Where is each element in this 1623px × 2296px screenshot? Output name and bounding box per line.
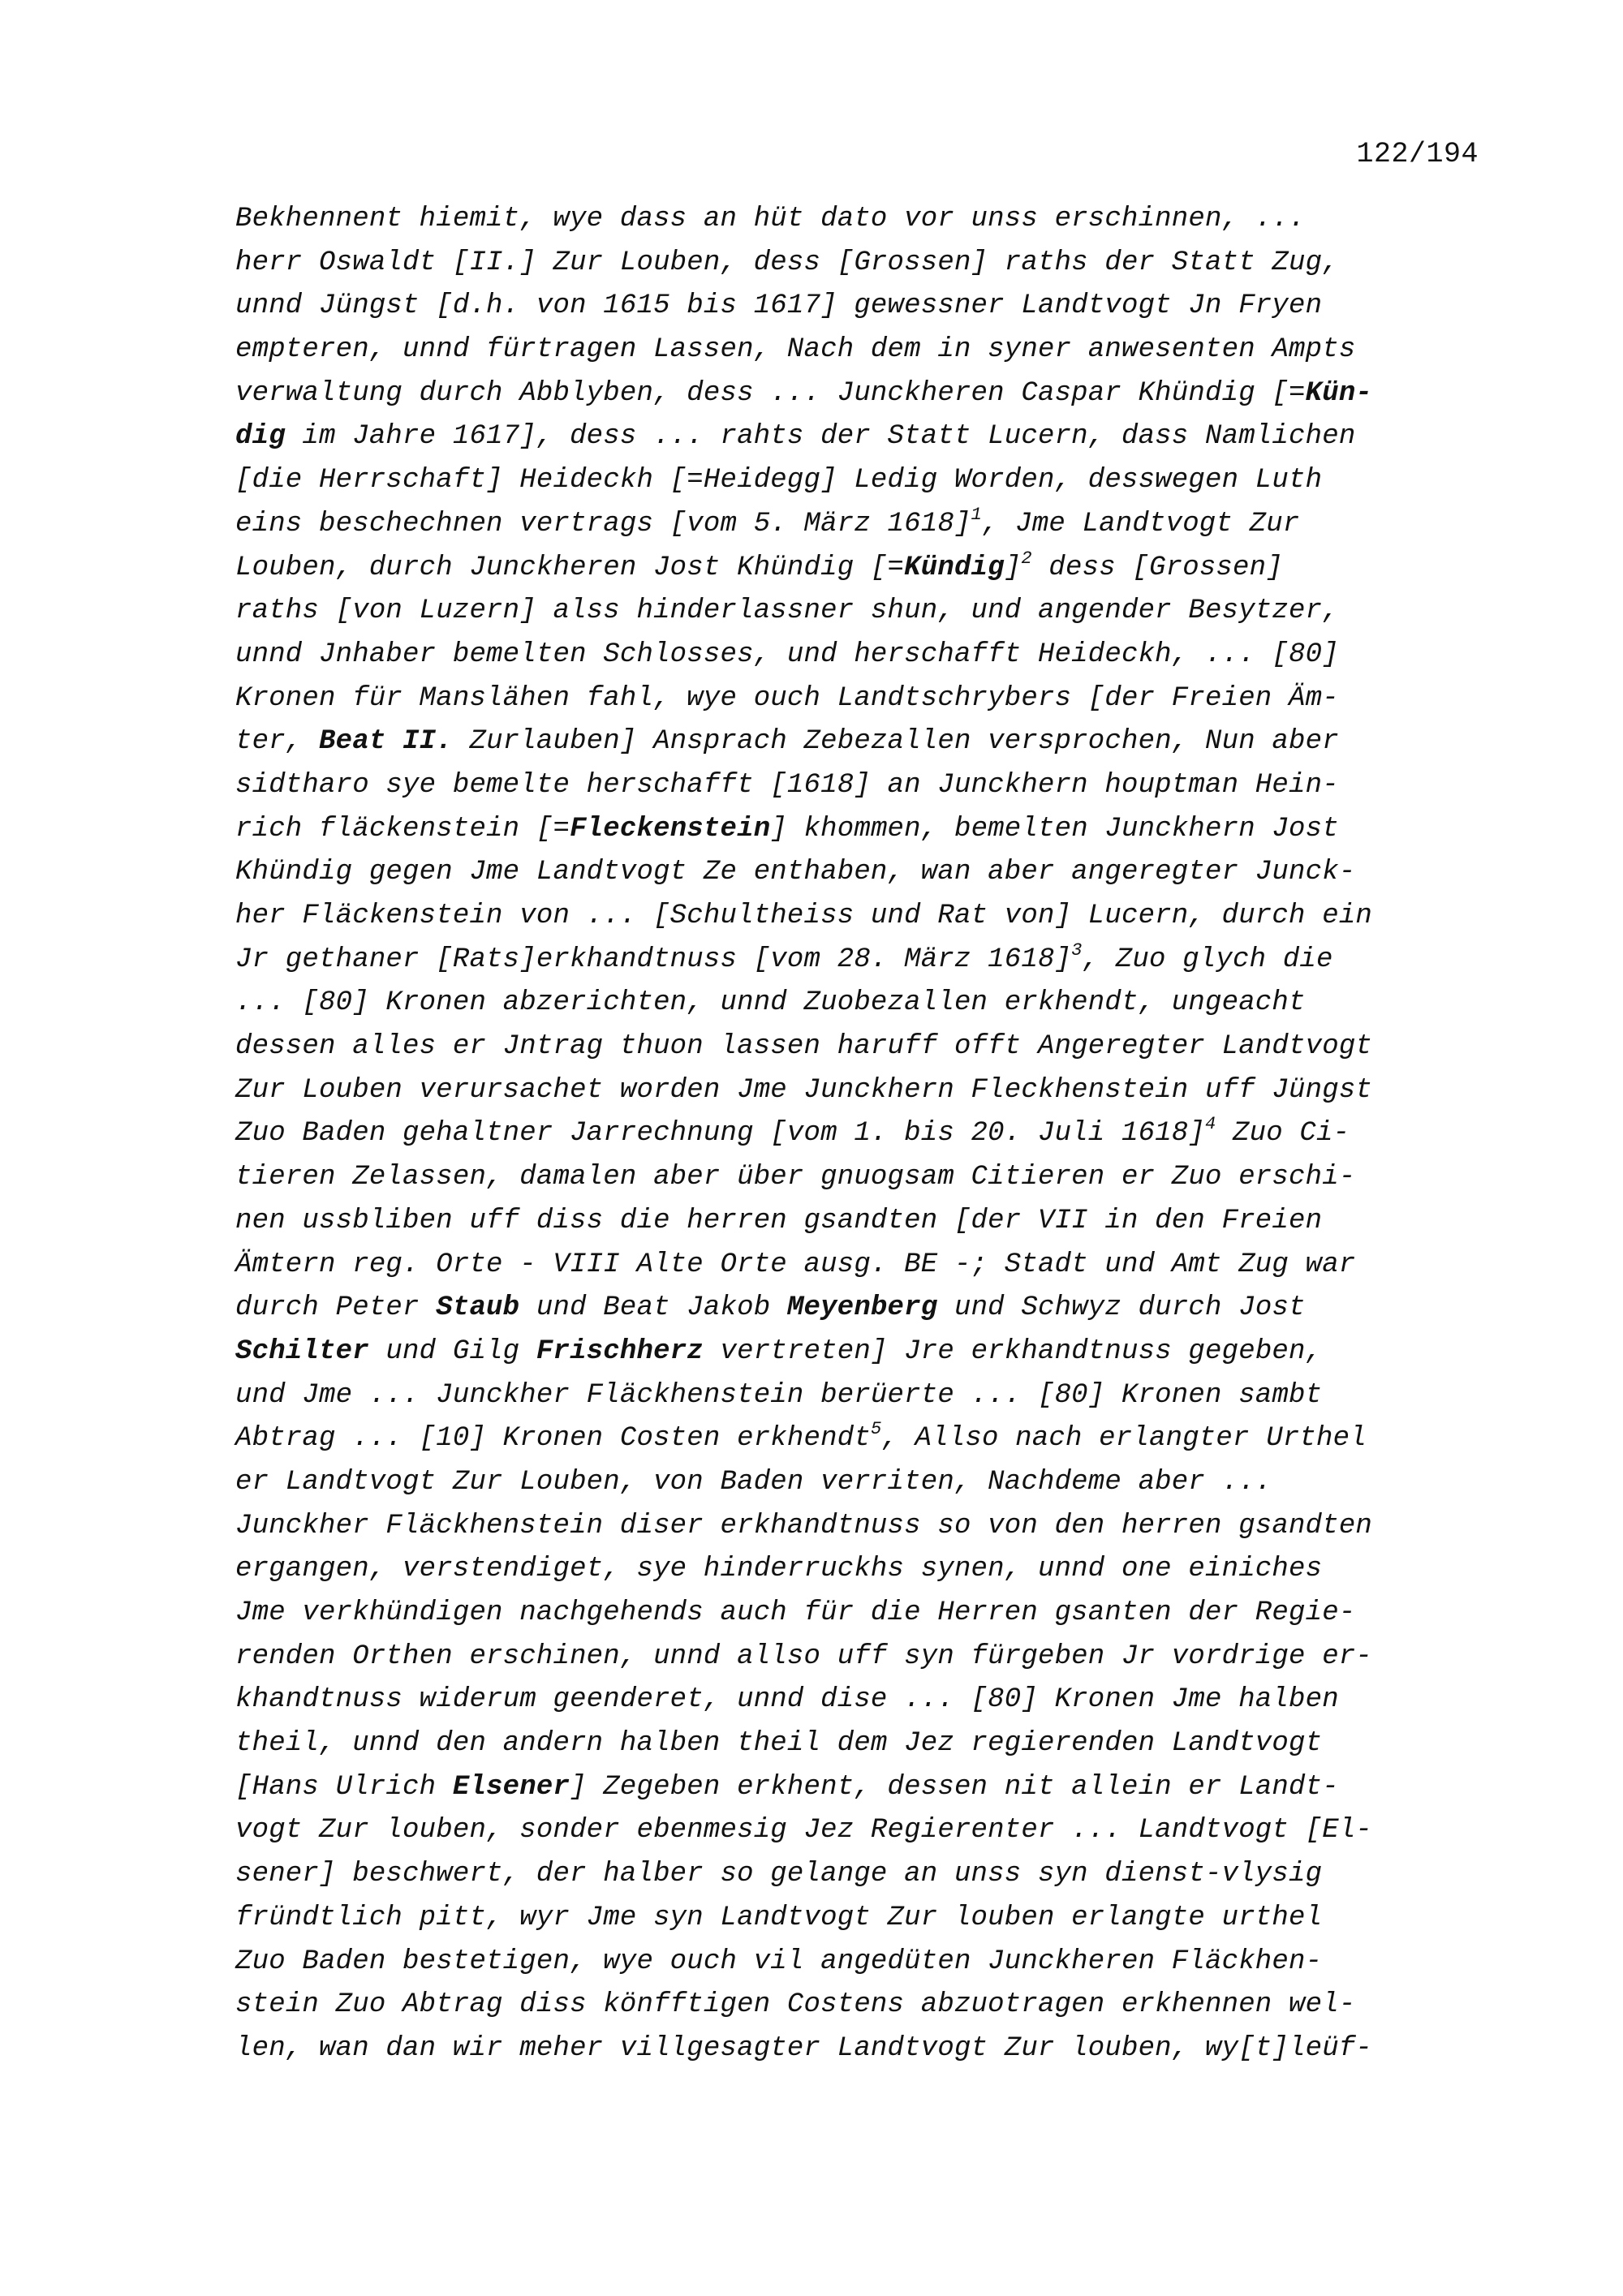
text-segment: , Jme Landtvogt Zur bbox=[981, 508, 1300, 540]
text-segment: Jr gethaner [Rats]erkhandtnuss [vom 28. März 1618] bbox=[235, 944, 1072, 975]
text-line bbox=[235, 1679, 1485, 1722]
text-line bbox=[235, 1984, 1485, 2027]
bold-name: Schilter bbox=[235, 1335, 369, 1367]
text-segment: Zuo Baden gehaltner Jarrechnung [vom 1. bis 20. Juli 1618] bbox=[235, 1118, 1205, 1150]
text-line bbox=[235, 1417, 1485, 1461]
text-segment: Junckher Fläckhenstein diser erkhandtnuss so von den herren gsandten bbox=[235, 1510, 1373, 1541]
text-segment: [Hans Ulrich bbox=[235, 1771, 453, 1803]
text-segment: Ämtern reg. Orte - VIII Alte Orte ausg. BE -; Stadt und Amt Zug war bbox=[235, 1249, 1356, 1280]
text-line bbox=[235, 590, 1485, 634]
text-segment: Zur Louben verursachet worden Jme Junckhern Fleckhenstein uff Jüngst bbox=[235, 1074, 1373, 1106]
text-segment: ter, bbox=[235, 726, 320, 758]
text-line bbox=[235, 1025, 1485, 1069]
text-segment: nen ussbliben uff diss die herren gsandten [der VII in den Freien bbox=[235, 1205, 1323, 1236]
text-segment: er Landtvogt Zur Louben, von Baden verriten, Nachdeme aber ... bbox=[235, 1466, 1272, 1498]
text-segment: [die Herrschaft] Heideckh [=Heidegg] Ledig Worden, desswegen Luth bbox=[235, 465, 1323, 497]
text-segment: ergangen, verstendiget, sye hinderruckhs synen, unnd one einiches bbox=[235, 1554, 1323, 1585]
text-segment: unnd Jüngst [d.h. von 1615 bis 1617] gewessner Landtvogt Jn Fryen bbox=[235, 290, 1323, 322]
text-line bbox=[235, 720, 1485, 764]
text-segment: , Allso nach erlangter Urthel bbox=[881, 1423, 1367, 1455]
text-line bbox=[235, 1548, 1485, 1592]
text-line bbox=[235, 982, 1485, 1025]
text-line bbox=[235, 1592, 1485, 1636]
text-line bbox=[235, 372, 1485, 416]
text-segment: vertreten] Jre erkhandtnuss gegeben, bbox=[703, 1335, 1323, 1367]
text-line bbox=[235, 1069, 1485, 1113]
text-line bbox=[235, 2027, 1485, 2071]
text-line bbox=[235, 895, 1485, 939]
text-segment: verwaltung durch Abblyben, dess ... Junckheren Caspar Khündig [= bbox=[235, 377, 1306, 409]
text-line bbox=[235, 1766, 1485, 1810]
text-line bbox=[235, 1853, 1485, 1897]
text-segment: ] bbox=[1004, 552, 1022, 583]
text-segment: Zurlauben] Ansprach Zebezallen versprochen, Nun aber bbox=[452, 726, 1339, 758]
text-segment: rich fläckenstein [= bbox=[235, 813, 570, 845]
bold-name: Fleckenstein bbox=[570, 813, 771, 845]
text-line bbox=[235, 1244, 1485, 1288]
text-segment: herr Oswaldt [II.] Zur Louben, dess [Grossen] raths der Statt Zug, bbox=[235, 247, 1339, 278]
bold-name: Frischherz bbox=[536, 1335, 704, 1367]
text-line bbox=[235, 1200, 1485, 1244]
bold-name: Meyenberg bbox=[786, 1292, 938, 1324]
text-line bbox=[235, 1809, 1485, 1853]
text-line bbox=[235, 634, 1485, 677]
text-line bbox=[235, 1331, 1485, 1374]
text-segment: und Schwyz durch Jost bbox=[937, 1292, 1306, 1324]
bold-name: Kündig bbox=[904, 552, 1005, 583]
text-line bbox=[235, 1941, 1485, 1984]
text-line bbox=[235, 1722, 1485, 1766]
text-segment: Jme verkhündigen nachgehends auch für die Herren gsanten der Regie- bbox=[235, 1597, 1356, 1628]
bold-name: Beat II. bbox=[319, 726, 453, 758]
text-segment: Kronen für Manslähen fahl, wye ouch Landtschrybers [der Freien Äm- bbox=[235, 682, 1339, 714]
text-line bbox=[235, 939, 1485, 982]
text-line bbox=[235, 1156, 1485, 1200]
text-segment: renden Orthen erschinen, unnd allso uff syn fürgeben Jr vordrige er- bbox=[235, 1640, 1373, 1672]
text-segment: sidtharo sye bemelte herschafft [1618] an Junckhern houptman Hein- bbox=[235, 769, 1339, 801]
footnote-reference: 5 bbox=[870, 1419, 882, 1440]
text-line bbox=[235, 1461, 1485, 1505]
text-line bbox=[235, 242, 1485, 286]
text-segment: ... [80] Kronen abzerichten, unnd Zuobezallen erkhendt, ungeacht bbox=[235, 987, 1306, 1019]
text-segment: Louben, durch Junckheren Jost Khündig [= bbox=[235, 552, 905, 583]
footnote-reference: 3 bbox=[1071, 939, 1083, 961]
text-line bbox=[235, 677, 1485, 721]
text-segment: unnd Jnhaber bemelten Schlosses, und herschafft Heideckh, ... [80] bbox=[235, 638, 1339, 670]
text-segment: len, wan dan wir meher villgesagter Landtvogt Zur louben, wy[t]leüf- bbox=[235, 2032, 1373, 2064]
text-segment: ] khommen, bemelten Junckhern Jost bbox=[770, 813, 1339, 845]
text-line bbox=[235, 1636, 1485, 1679]
page-number: 122/194 bbox=[1356, 138, 1479, 170]
text-segment: und Jme ... Junckher Fläckhenstein berüerte ... [80] Kronen sambt bbox=[235, 1379, 1323, 1411]
text-line bbox=[235, 503, 1485, 547]
text-line bbox=[235, 415, 1485, 459]
text-segment: Zuo Ci- bbox=[1216, 1118, 1350, 1150]
text-segment: und Beat Jakob bbox=[519, 1292, 787, 1324]
text-segment: tieren Zelassen, damalen aber über gnuogsam Citieren er Zuo erschi- bbox=[235, 1162, 1356, 1193]
text-line bbox=[235, 808, 1485, 852]
text-line bbox=[235, 329, 1485, 372]
text-segment: sener] beschwert, der halber so gelange an unss syn dienst-vlysig bbox=[235, 1859, 1323, 1890]
text-segment: stein Zuo Abtrag diss könfftigen Costens abzuotragen erkhennen wel- bbox=[235, 1989, 1356, 2021]
text-segment: fründtlich pitt, wyr Jme syn Landtvogt Zur louben erlangte urthel bbox=[235, 1902, 1323, 1933]
footnote-reference: 1 bbox=[971, 504, 982, 525]
text-segment: theil, unnd den andern halben theil dem Jez regierenden Landtvogt bbox=[235, 1728, 1323, 1760]
text-line bbox=[235, 1112, 1485, 1156]
text-segment: und Gilg bbox=[368, 1335, 536, 1367]
text-line bbox=[235, 459, 1485, 503]
bold-name: Elsener bbox=[452, 1771, 570, 1803]
bold-name: dig bbox=[235, 421, 286, 453]
text-line bbox=[235, 1374, 1485, 1418]
document-body-text bbox=[235, 198, 1485, 2071]
text-segment: Khündig gegen Jme Landtvogt Ze enthaben, wan aber angeregter Junck- bbox=[235, 857, 1356, 888]
text-line bbox=[235, 1287, 1485, 1331]
text-segment: vogt Zur louben, sonder ebenmesig Jez Regierenter ... Landtvogt [El- bbox=[235, 1815, 1373, 1847]
text-segment: Zuo Baden bestetigen, wye ouch vil angedüten Junckheren Fläckhen- bbox=[235, 1946, 1323, 1977]
bold-name: Staub bbox=[436, 1292, 520, 1324]
text-line bbox=[235, 547, 1485, 591]
text-line bbox=[235, 198, 1485, 242]
text-line bbox=[235, 285, 1485, 329]
text-segment: raths [von Luzern] alss hinderlassner shun, und angender Besytzer, bbox=[235, 595, 1339, 627]
text-segment: empteren, unnd fürtragen Lassen, Nach dem in syner anwesenten Ampts bbox=[235, 334, 1356, 366]
text-segment: Bekhennent hiemit, wye dass an hüt dato vor unss erschinnen, ... bbox=[235, 204, 1306, 234]
footnote-reference: 2 bbox=[1021, 548, 1032, 569]
text-segment: Abtrag ... [10] Kronen Costen erkhendt bbox=[235, 1423, 871, 1455]
text-segment: ] Zegeben erkhent, dessen nit allein er Landt- bbox=[570, 1771, 1339, 1803]
text-line bbox=[235, 1505, 1485, 1549]
text-segment: im Jahre 1617], dess ... rahts der Statt Lucern, dass Namlichen bbox=[285, 421, 1356, 453]
text-segment: khandtnuss widerum geenderet, unnd dise ... [80] Kronen Jme halben bbox=[235, 1684, 1339, 1716]
text-segment: dess [Grossen] bbox=[1031, 552, 1283, 583]
text-line bbox=[235, 851, 1485, 895]
text-segment: her Fläckenstein von ... [Schultheiss und Rat von] Lucern, durch ein bbox=[235, 901, 1373, 931]
bold-name: Kün- bbox=[1305, 377, 1373, 409]
text-segment: eins beschechnen vertrags [vom 5. März 1618] bbox=[235, 508, 971, 540]
text-line bbox=[235, 764, 1485, 808]
text-segment: , Zuo glych die bbox=[1082, 944, 1333, 975]
text-segment: dessen alles er Jntrag thuon lassen haruff offt Angeregter Landtvogt bbox=[235, 1031, 1373, 1063]
footnote-reference: 4 bbox=[1205, 1114, 1216, 1135]
text-segment: durch Peter bbox=[235, 1292, 437, 1324]
text-line bbox=[235, 1897, 1485, 1941]
